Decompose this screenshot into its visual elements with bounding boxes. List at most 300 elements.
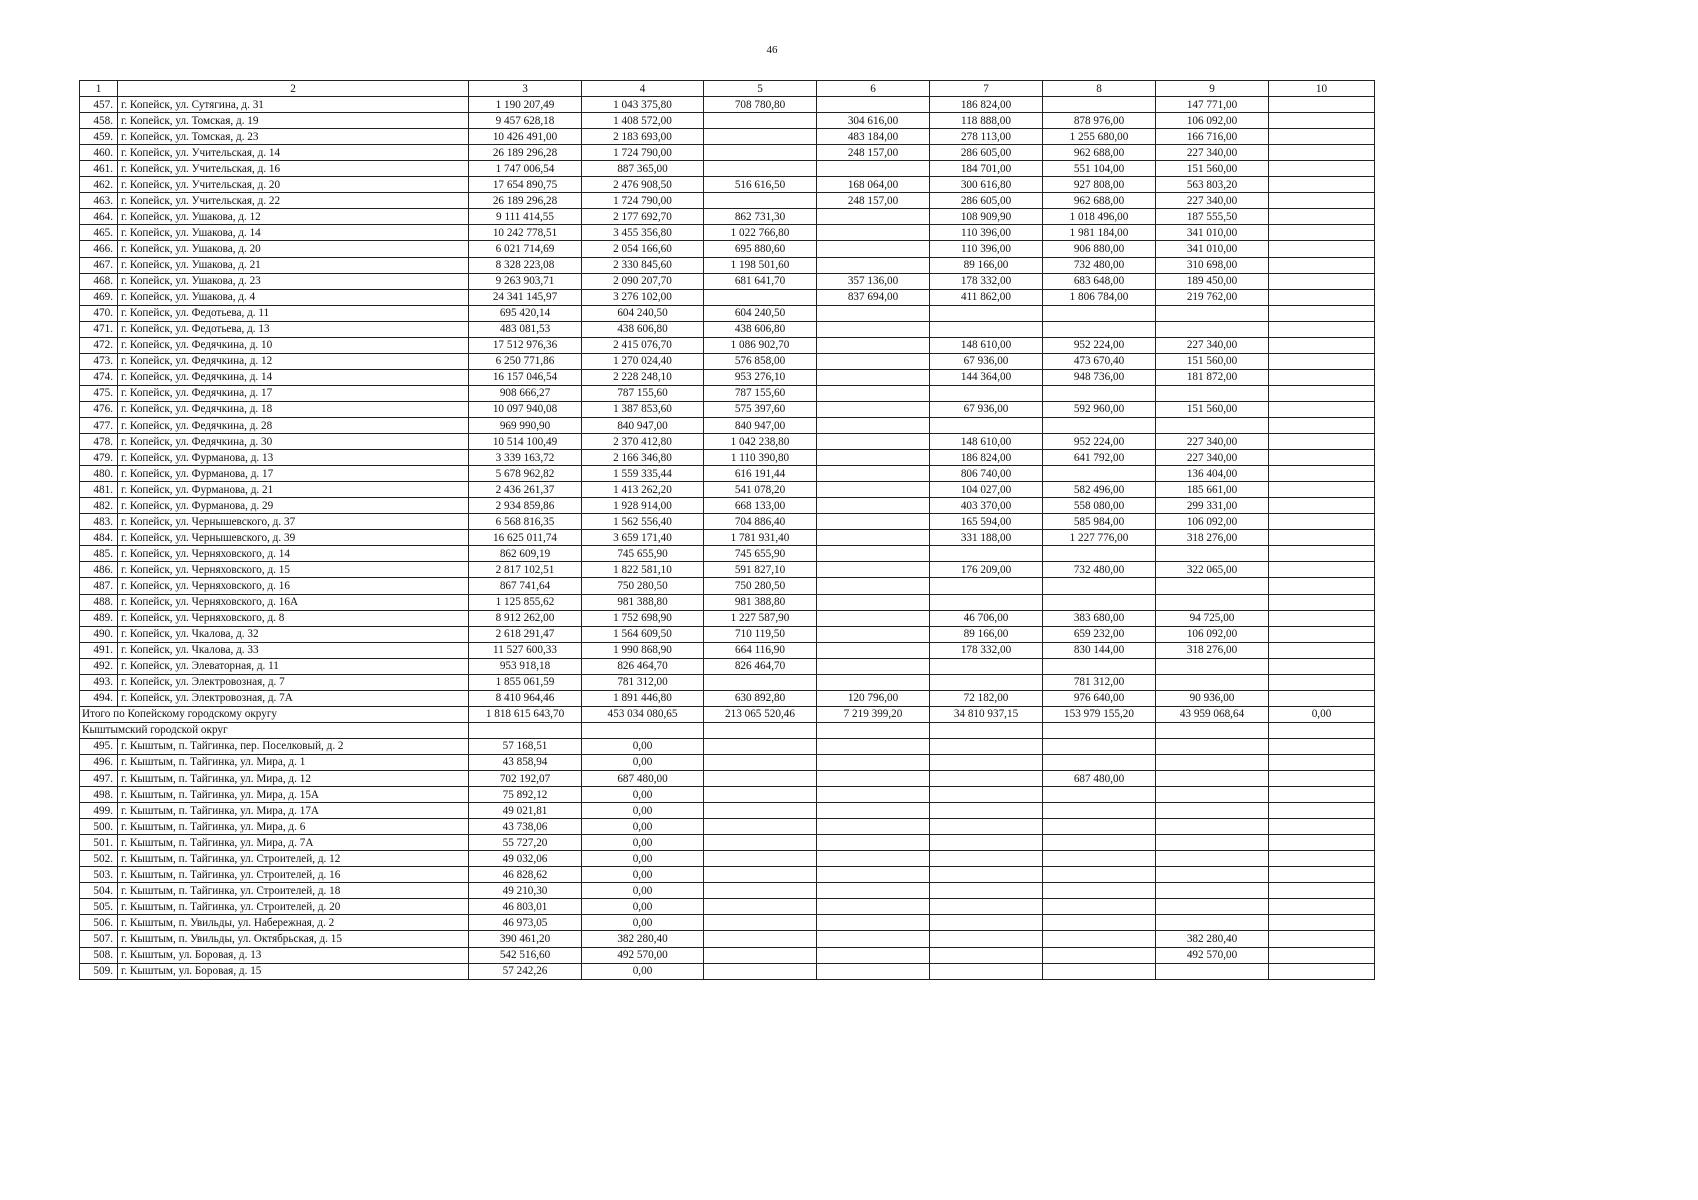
value-cell-col-7: 67 936,00: [930, 401, 1043, 417]
value-cell-col-4: 0,00: [582, 915, 704, 931]
value-cell-col-9: 563 803,20: [1156, 177, 1269, 193]
value-cell-col-3: 49 021,81: [469, 803, 582, 819]
row-number: 505.: [80, 899, 118, 915]
value-cell-col-7: [930, 835, 1043, 851]
address-program-table: [79, 80, 1375, 980]
value-cell-col-5: [704, 851, 817, 867]
value-cell-col-6: 837 694,00: [817, 289, 930, 305]
value-cell-col-8: 473 670,40: [1043, 353, 1156, 369]
value-cell-col-6: [817, 401, 930, 417]
value-cell-col-5: [704, 129, 817, 145]
value-cell-col-3: 17 654 890,75: [469, 177, 582, 193]
address-cell: г. Копейск, ул. Ушакова, д. 14: [118, 225, 469, 241]
table-row: [80, 273, 1375, 289]
address-cell: г. Копейск, ул. Черняховского, д. 16: [118, 578, 469, 594]
value-cell-col-9: [1156, 658, 1269, 674]
value-cell-col-3: 862 609,19: [469, 546, 582, 562]
value-cell-col-9: [1156, 594, 1269, 610]
value-cell-col-7: 184 701,00: [930, 161, 1043, 177]
row-number: 459.: [80, 129, 118, 145]
value-cell-col-4: 781 312,00: [582, 674, 704, 690]
row-number: 471.: [80, 321, 118, 337]
value-cell-col-5: 664 116,90: [704, 642, 817, 658]
value-cell-col-10: [1269, 289, 1375, 305]
value-cell-col-10: [1269, 867, 1375, 883]
value-cell-col-5: [704, 915, 817, 931]
value-cell-col-10: [1269, 754, 1375, 770]
value-cell-col-8: [1043, 658, 1156, 674]
value-cell-col-6: [817, 658, 930, 674]
value-cell-col-6: [817, 257, 930, 273]
address-cell: г. Кыштым, п. Увильды, ул. Набережная, д. 2: [118, 915, 469, 931]
empty-cell: [1156, 722, 1269, 738]
address-cell: г. Копейск, ул. Фурманова, д. 13: [118, 450, 469, 466]
value-cell-col-5: 1 781 931,40: [704, 530, 817, 546]
value-cell-col-6: 304 616,00: [817, 113, 930, 129]
value-cell-col-6: [817, 578, 930, 594]
value-cell-col-5: [704, 674, 817, 690]
value-cell-col-8: 952 224,00: [1043, 434, 1156, 450]
address-cell: г. Копейск, ул. Учительская, д. 20: [118, 177, 469, 193]
value-cell-col-5: 953 276,10: [704, 369, 817, 385]
value-cell-col-7: 331 188,00: [930, 530, 1043, 546]
value-cell-col-3: 483 081,53: [469, 321, 582, 337]
value-cell-col-6: 168 064,00: [817, 177, 930, 193]
header-cell-3: 3: [469, 81, 582, 97]
value-cell-col-7: 165 594,00: [930, 514, 1043, 530]
table-row: [80, 369, 1375, 385]
value-cell-col-9: 492 570,00: [1156, 947, 1269, 963]
value-cell-col-3: 26 189 296,28: [469, 145, 582, 161]
address-cell: г. Копейск, ул. Электровозная, д. 7: [118, 674, 469, 690]
value-cell-col-3: 1 855 061,59: [469, 674, 582, 690]
value-cell-col-6: [817, 803, 930, 819]
table-row: [80, 819, 1375, 835]
address-cell: г. Кыштым, п. Тайгинка, ул. Строителей, д. 18: [118, 883, 469, 899]
header-cell-5: 5: [704, 81, 817, 97]
empty-cell: [930, 722, 1043, 738]
value-cell-col-9: [1156, 771, 1269, 787]
row-number: 476.: [80, 401, 118, 417]
address-cell: г. Кыштым, п. Тайгинка, ул. Мира, д. 12: [118, 771, 469, 787]
address-cell: г. Копейск, ул. Черняховского, д. 15: [118, 562, 469, 578]
value-cell-col-10: [1269, 417, 1375, 433]
address-cell: г. Кыштым, п. Тайгинка, пер. Поселковый, д. 2: [118, 738, 469, 754]
value-cell-col-5: [704, 193, 817, 209]
table-row: [80, 899, 1375, 915]
value-cell-col-3: 46 828,62: [469, 867, 582, 883]
value-cell-col-9: 187 555,50: [1156, 209, 1269, 225]
value-cell-col-10: [1269, 835, 1375, 851]
value-cell-col-6: [817, 562, 930, 578]
address-cell: г. Копейск, ул. Федячкина, д. 14: [118, 369, 469, 385]
table-row: [80, 145, 1375, 161]
value-cell-col-4: 1 724 790,00: [582, 145, 704, 161]
value-cell-col-4: 382 280,40: [582, 931, 704, 947]
value-cell-col-10: [1269, 562, 1375, 578]
table-row: [80, 466, 1375, 482]
total-value-col-3: 1 818 615 643,70: [469, 706, 582, 722]
table-row: [80, 963, 1375, 979]
address-cell: г. Копейск, ул. Электровозная, д. 7А: [118, 690, 469, 706]
value-cell-col-5: 1 198 501,60: [704, 257, 817, 273]
table-row: [80, 530, 1375, 546]
table-row: [80, 225, 1375, 241]
value-cell-col-5: [704, 867, 817, 883]
value-cell-col-9: [1156, 385, 1269, 401]
value-cell-col-8: [1043, 97, 1156, 113]
table-row: [80, 883, 1375, 899]
value-cell-col-6: [817, 915, 930, 931]
value-cell-col-6: 120 796,00: [817, 690, 930, 706]
value-cell-col-6: [817, 754, 930, 770]
table-row: [80, 498, 1375, 514]
value-cell-col-6: [817, 498, 930, 514]
table-row: [80, 241, 1375, 257]
value-cell-col-4: 3 276 102,00: [582, 289, 704, 305]
address-cell: г. Кыштым, ул. Боровая, д. 13: [118, 947, 469, 963]
value-cell-col-3: 16 625 011,74: [469, 530, 582, 546]
header-cell-9: 9: [1156, 81, 1269, 97]
value-cell-col-10: [1269, 546, 1375, 562]
value-cell-col-7: 67 936,00: [930, 353, 1043, 369]
value-cell-col-4: 887 365,00: [582, 161, 704, 177]
value-cell-col-6: [817, 209, 930, 225]
value-cell-col-6: 248 157,00: [817, 193, 930, 209]
value-cell-col-4: 2 228 248,10: [582, 369, 704, 385]
value-cell-col-5: 604 240,50: [704, 305, 817, 321]
value-cell-col-5: 591 827,10: [704, 562, 817, 578]
value-cell-col-5: 616 191,44: [704, 466, 817, 482]
value-cell-col-9: 227 340,00: [1156, 434, 1269, 450]
address-cell: г. Копейск, ул. Фурманова, д. 29: [118, 498, 469, 514]
value-cell-col-6: [817, 851, 930, 867]
value-cell-col-8: 659 232,00: [1043, 626, 1156, 642]
value-cell-col-7: 89 166,00: [930, 257, 1043, 273]
value-cell-col-10: [1269, 257, 1375, 273]
total-value-col-4: 453 034 080,65: [582, 706, 704, 722]
value-cell-col-7: 148 610,00: [930, 434, 1043, 450]
address-cell: г. Копейск, ул. Черняховского, д. 8: [118, 610, 469, 626]
total-value-col-7: 34 810 937,15: [930, 706, 1043, 722]
value-cell-col-8: 558 080,00: [1043, 498, 1156, 514]
value-cell-col-4: 981 388,80: [582, 594, 704, 610]
value-cell-col-9: 299 331,00: [1156, 498, 1269, 514]
value-cell-col-5: [704, 899, 817, 915]
value-cell-col-7: [930, 417, 1043, 433]
row-number: 498.: [80, 787, 118, 803]
address-cell: г. Копейск, ул. Ушакова, д. 20: [118, 241, 469, 257]
value-cell-col-4: 826 464,70: [582, 658, 704, 674]
value-cell-col-9: [1156, 867, 1269, 883]
header-cell-6: 6: [817, 81, 930, 97]
value-cell-col-10: [1269, 963, 1375, 979]
value-cell-col-3: 10 514 100,49: [469, 434, 582, 450]
value-cell-col-7: 186 824,00: [930, 450, 1043, 466]
value-cell-col-7: 110 396,00: [930, 241, 1043, 257]
value-cell-col-8: 687 480,00: [1043, 771, 1156, 787]
row-number: 475.: [80, 385, 118, 401]
value-cell-col-3: 542 516,60: [469, 947, 582, 963]
page-number: 46: [766, 44, 778, 56]
value-cell-col-4: 687 480,00: [582, 771, 704, 787]
table-row: [80, 771, 1375, 787]
value-cell-col-9: 136 404,00: [1156, 466, 1269, 482]
value-cell-col-6: [817, 450, 930, 466]
value-cell-col-7: 110 396,00: [930, 225, 1043, 241]
value-cell-col-7: 178 332,00: [930, 273, 1043, 289]
value-cell-col-6: [817, 594, 930, 610]
value-cell-col-3: 46 973,05: [469, 915, 582, 931]
value-cell-col-3: 26 189 296,28: [469, 193, 582, 209]
value-cell-col-5: 575 397,60: [704, 401, 817, 417]
value-cell-col-10: [1269, 161, 1375, 177]
value-cell-col-10: [1269, 819, 1375, 835]
address-cell: г. Кыштым, п. Тайгинка, ул. Мира, д. 6: [118, 819, 469, 835]
value-cell-col-6: 357 136,00: [817, 273, 930, 289]
value-cell-col-7: 178 332,00: [930, 642, 1043, 658]
total-value-col-10: 0,00: [1269, 706, 1375, 722]
value-cell-col-8: [1043, 883, 1156, 899]
address-cell: г. Копейск, ул. Ушакова, д. 23: [118, 273, 469, 289]
table-row: [80, 97, 1375, 113]
table-row: [80, 690, 1375, 706]
value-cell-col-9: [1156, 819, 1269, 835]
value-cell-col-6: [817, 883, 930, 899]
value-cell-col-9: [1156, 835, 1269, 851]
value-cell-col-3: 1 747 006,54: [469, 161, 582, 177]
value-cell-col-9: 382 280,40: [1156, 931, 1269, 947]
row-number: 474.: [80, 369, 118, 385]
value-cell-col-7: 144 364,00: [930, 369, 1043, 385]
value-cell-col-4: 0,00: [582, 754, 704, 770]
value-cell-col-7: 278 113,00: [930, 129, 1043, 145]
value-cell-col-6: [817, 610, 930, 626]
value-cell-col-9: 227 340,00: [1156, 450, 1269, 466]
table-row: [80, 289, 1375, 305]
empty-cell: [1043, 722, 1156, 738]
value-cell-col-3: 390 461,20: [469, 931, 582, 947]
value-cell-col-7: 72 182,00: [930, 690, 1043, 706]
header-cell-7: 7: [930, 81, 1043, 97]
value-cell-col-8: 683 648,00: [1043, 273, 1156, 289]
value-cell-col-10: [1269, 899, 1375, 915]
value-cell-col-4: 0,00: [582, 738, 704, 754]
table-row: [80, 803, 1375, 819]
value-cell-col-6: [817, 867, 930, 883]
address-cell: г. Копейск, ул. Ушакова, д. 4: [118, 289, 469, 305]
row-number: 460.: [80, 145, 118, 161]
value-cell-col-8: [1043, 819, 1156, 835]
table-row: [80, 337, 1375, 353]
value-cell-col-8: 878 976,00: [1043, 113, 1156, 129]
value-cell-col-10: [1269, 434, 1375, 450]
value-cell-col-8: [1043, 466, 1156, 482]
address-cell: г. Кыштым, п. Тайгинка, ул. Строителей, д. 20: [118, 899, 469, 915]
total-row: [80, 706, 1375, 722]
value-cell-col-10: [1269, 690, 1375, 706]
value-cell-col-4: 0,00: [582, 899, 704, 915]
value-cell-col-6: [817, 353, 930, 369]
value-cell-col-8: 952 224,00: [1043, 337, 1156, 353]
row-number: 465.: [80, 225, 118, 241]
value-cell-col-9: 227 340,00: [1156, 193, 1269, 209]
address-cell: г. Копейск, ул. Томская, д. 23: [118, 129, 469, 145]
table-row: [80, 851, 1375, 867]
table-row: [80, 129, 1375, 145]
row-number: 495.: [80, 738, 118, 754]
value-cell-col-10: [1269, 626, 1375, 642]
value-cell-col-4: 1 891 446,80: [582, 690, 704, 706]
value-cell-col-6: [817, 674, 930, 690]
value-cell-col-8: [1043, 835, 1156, 851]
row-number: 497.: [80, 771, 118, 787]
value-cell-col-5: [704, 113, 817, 129]
row-number: 487.: [80, 578, 118, 594]
address-cell: г. Копейск, ул. Федячкина, д. 30: [118, 434, 469, 450]
value-cell-col-3: 49 210,30: [469, 883, 582, 899]
empty-cell: [469, 722, 582, 738]
value-cell-col-9: [1156, 787, 1269, 803]
value-cell-col-5: [704, 787, 817, 803]
value-cell-col-9: 341 010,00: [1156, 241, 1269, 257]
value-cell-col-5: 704 886,40: [704, 514, 817, 530]
value-cell-col-4: 1 408 572,00: [582, 113, 704, 129]
value-cell-col-3: 969 990,90: [469, 417, 582, 433]
address-cell: г. Копейск, ул. Учительская, д. 16: [118, 161, 469, 177]
value-cell-col-8: 383 680,00: [1043, 610, 1156, 626]
table-row: [80, 626, 1375, 642]
row-number: 480.: [80, 466, 118, 482]
row-number: 470.: [80, 305, 118, 321]
group-heading-row: [80, 722, 1375, 738]
row-number: 493.: [80, 674, 118, 690]
value-cell-col-4: 2 054 166,60: [582, 241, 704, 257]
value-cell-col-3: 908 666,27: [469, 385, 582, 401]
value-cell-col-9: [1156, 546, 1269, 562]
value-cell-col-3: 6 021 714,69: [469, 241, 582, 257]
value-cell-col-8: 781 312,00: [1043, 674, 1156, 690]
value-cell-col-9: [1156, 321, 1269, 337]
address-cell: г. Копейск, ул. Федячкина, д. 17: [118, 385, 469, 401]
value-cell-col-9: 189 450,00: [1156, 273, 1269, 289]
value-cell-col-9: 151 560,00: [1156, 353, 1269, 369]
value-cell-col-6: [817, 963, 930, 979]
value-cell-col-9: 166 716,00: [1156, 129, 1269, 145]
address-cell: г. Копейск, ул. Федячкина, д. 10: [118, 337, 469, 353]
value-cell-col-3: 55 727,20: [469, 835, 582, 851]
address-cell: г. Кыштым, п. Тайгинка, ул. Мира, д. 15А: [118, 787, 469, 803]
table-row: [80, 353, 1375, 369]
value-cell-col-7: [930, 883, 1043, 899]
value-cell-col-5: [704, 883, 817, 899]
value-cell-col-5: [704, 931, 817, 947]
row-number: 469.: [80, 289, 118, 305]
value-cell-col-4: 0,00: [582, 819, 704, 835]
value-cell-col-6: [817, 626, 930, 642]
empty-cell: [704, 722, 817, 738]
address-cell: г. Копейск, ул. Федячкина, д. 18: [118, 401, 469, 417]
value-cell-col-6: [817, 434, 930, 450]
value-cell-col-5: 1 086 902,70: [704, 337, 817, 353]
value-cell-col-6: 483 184,00: [817, 129, 930, 145]
empty-cell: [817, 722, 930, 738]
row-number: 490.: [80, 626, 118, 642]
value-cell-col-3: 9 263 903,71: [469, 273, 582, 289]
table-header-row: [80, 81, 1375, 97]
value-cell-col-5: 1 227 587,90: [704, 610, 817, 626]
value-cell-col-7: 176 209,00: [930, 562, 1043, 578]
value-cell-col-6: [817, 530, 930, 546]
value-cell-col-3: 2 618 291,47: [469, 626, 582, 642]
value-cell-col-10: [1269, 305, 1375, 321]
value-cell-col-3: 867 741,64: [469, 578, 582, 594]
value-cell-col-5: 1 042 238,80: [704, 434, 817, 450]
value-cell-col-5: [704, 819, 817, 835]
value-cell-col-4: 3 455 356,80: [582, 225, 704, 241]
total-label: Итого по Копейскому городскому округу: [80, 706, 469, 722]
value-cell-col-6: [817, 305, 930, 321]
value-cell-col-8: [1043, 546, 1156, 562]
value-cell-col-8: [1043, 931, 1156, 947]
value-cell-col-5: [704, 803, 817, 819]
address-cell: г. Кыштым, п. Тайгинка, ул. Мира, д. 1: [118, 754, 469, 770]
value-cell-col-4: 604 240,50: [582, 305, 704, 321]
table-row: [80, 931, 1375, 947]
value-cell-col-10: [1269, 129, 1375, 145]
value-cell-col-7: 186 824,00: [930, 97, 1043, 113]
value-cell-col-8: 551 104,00: [1043, 161, 1156, 177]
row-number: 501.: [80, 835, 118, 851]
table-row: [80, 434, 1375, 450]
value-cell-col-4: 492 570,00: [582, 947, 704, 963]
table-row: [80, 209, 1375, 225]
value-cell-col-4: 1 043 375,80: [582, 97, 704, 113]
value-cell-col-8: [1043, 915, 1156, 931]
value-cell-col-9: 318 276,00: [1156, 530, 1269, 546]
value-cell-col-8: [1043, 899, 1156, 915]
value-cell-col-5: [704, 161, 817, 177]
row-number: 500.: [80, 819, 118, 835]
value-cell-col-10: [1269, 353, 1375, 369]
table-row: [80, 594, 1375, 610]
value-cell-col-9: [1156, 305, 1269, 321]
value-cell-col-8: [1043, 738, 1156, 754]
value-cell-col-6: [817, 546, 930, 562]
value-cell-col-8: [1043, 754, 1156, 770]
value-cell-col-6: [817, 819, 930, 835]
value-cell-col-10: [1269, 321, 1375, 337]
header-cell-4: 4: [582, 81, 704, 97]
address-cell: г. Кыштым, п. Тайгинка, ул. Строителей, д. 12: [118, 851, 469, 867]
value-cell-col-10: [1269, 482, 1375, 498]
value-cell-col-10: [1269, 578, 1375, 594]
header-cell-10: 10: [1269, 81, 1375, 97]
value-cell-col-3: 43 858,94: [469, 754, 582, 770]
table-row: [80, 658, 1375, 674]
value-cell-col-8: 592 960,00: [1043, 401, 1156, 417]
value-cell-col-6: [817, 835, 930, 851]
value-cell-col-7: [930, 771, 1043, 787]
value-cell-col-9: 219 762,00: [1156, 289, 1269, 305]
value-cell-col-9: [1156, 674, 1269, 690]
row-number: 463.: [80, 193, 118, 209]
value-cell-col-4: 0,00: [582, 867, 704, 883]
table-row: [80, 450, 1375, 466]
value-cell-col-4: 1 928 914,00: [582, 498, 704, 514]
value-cell-col-3: 10 097 940,08: [469, 401, 582, 417]
row-number: 478.: [80, 434, 118, 450]
